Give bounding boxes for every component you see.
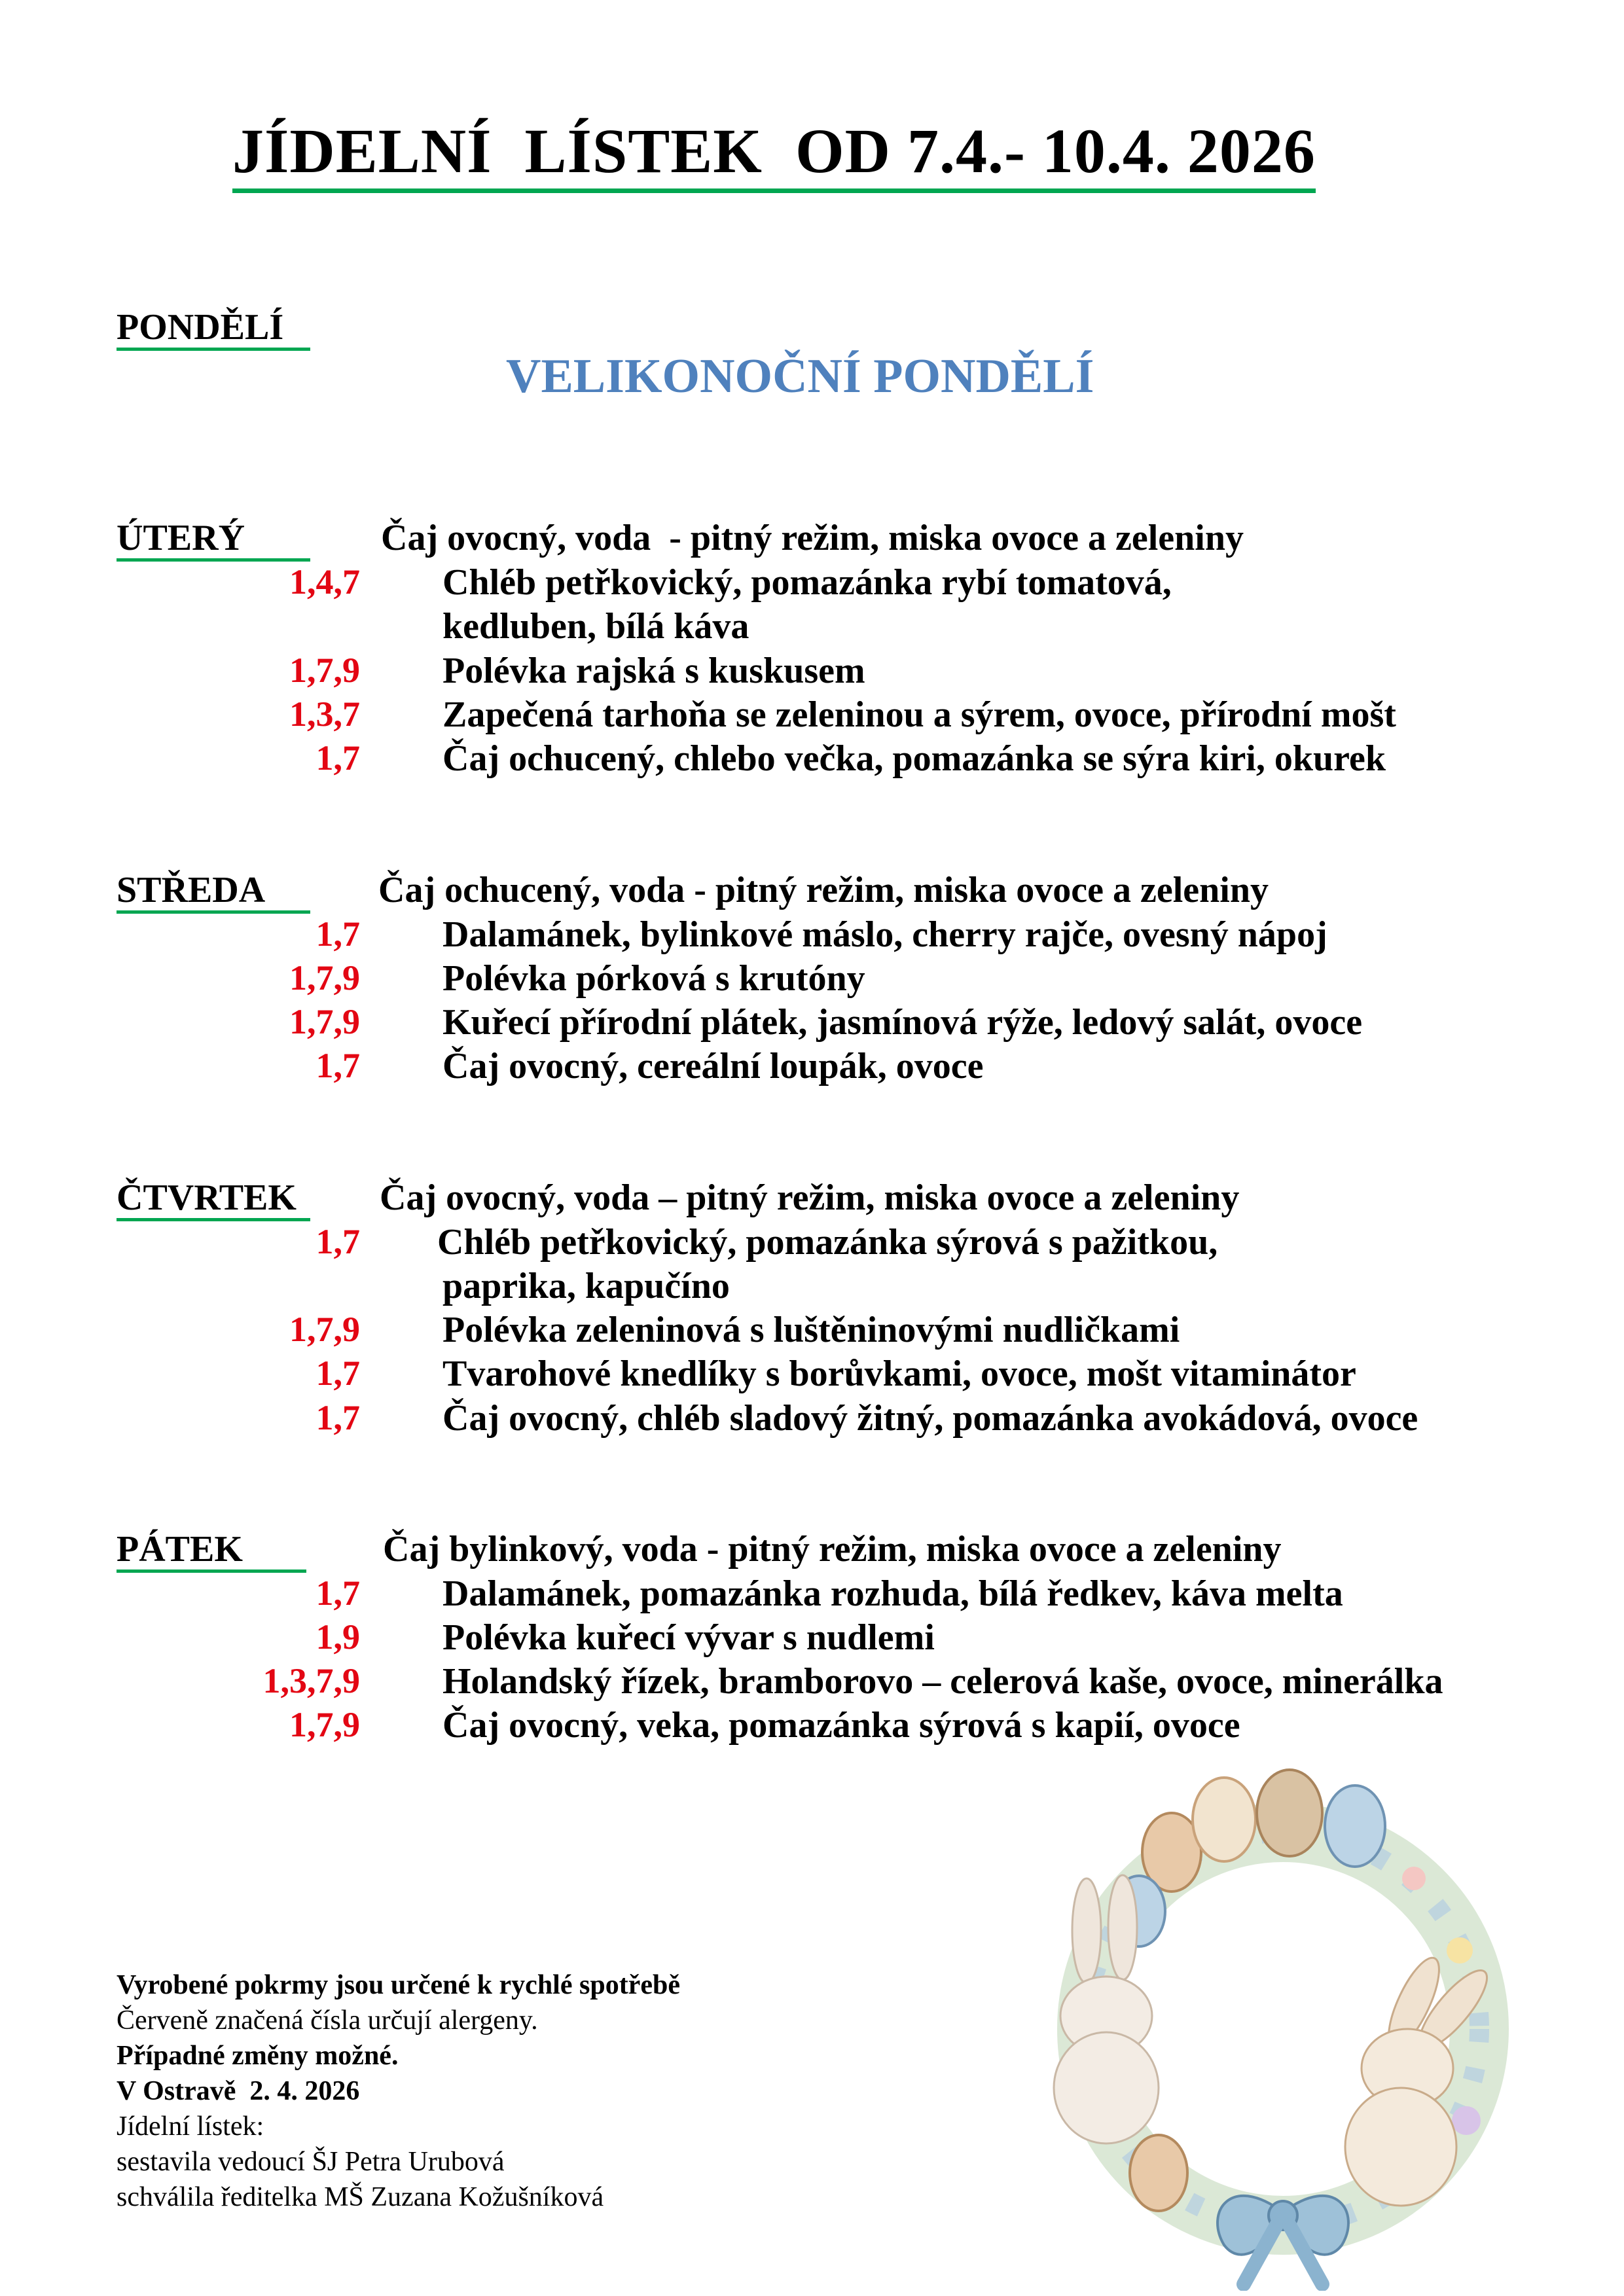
menu-row	[0, 1618, 1506, 1662]
meal-text: Čaj ovocný, veka, pomazánka sýrová s kapií, ovoce	[442, 1705, 1240, 1746]
egg-icon	[1193, 1778, 1255, 1861]
egg-icon	[1325, 1785, 1385, 1867]
meal-text: Polévka rajská s kuskusem	[442, 651, 865, 691]
footer-line: schválila ředitelka MŠ Zuzana Kožušníková	[117, 2182, 604, 2212]
meal-text: kedluben, bílá káva	[442, 606, 749, 647]
day-underline	[117, 1570, 306, 1573]
footer-line: sestavila vedoucí ŠJ Petra Urubová	[117, 2147, 505, 2177]
footer-line: Vyrobené pokrmy jsou určené k rychlé spotřebě	[117, 1970, 680, 2000]
meal-text: Chléb petřkovický, pomazánka sýrová s pažitkou,	[437, 1222, 1218, 1263]
day-underline	[117, 1218, 310, 1221]
day-underline	[117, 558, 310, 562]
meal-text: paprika, kapučíno	[442, 1266, 730, 1306]
day-label-monday: PONDĚLÍ	[117, 307, 284, 348]
menu-row	[0, 959, 1506, 1003]
day-underline	[117, 910, 310, 914]
meal-text: Polévka zeleninová s luštěninovými nudličkami	[442, 1310, 1180, 1350]
menu-row	[0, 563, 1506, 607]
footer-line: Jídelní lístek:	[117, 2111, 264, 2142]
allergen-codes: 1,7	[316, 1573, 360, 1613]
menu-row	[0, 1574, 1506, 1618]
meal-text: Tvarohové knedlíky s borůvkami, ovoce, mošt vitaminátor	[442, 1354, 1356, 1394]
menu-row	[0, 1399, 1506, 1443]
flower-icon	[1452, 2106, 1481, 2135]
allergen-codes: 1,3,7,9	[262, 1661, 360, 1700]
allergen-codes: 1,7,9	[289, 1002, 360, 1041]
day-label-tuesday: ÚTERÝ	[117, 518, 245, 558]
menu-row	[0, 739, 1506, 783]
drink-line: Čaj ochucený, voda - pitný režim, miska ovoce a zeleniny	[378, 870, 1269, 910]
meal-text: Dalamánek, bylinkové máslo, cherry rajče, ovesný nápoj	[442, 914, 1327, 955]
easter-wreath-illustration	[1008, 1754, 1558, 2291]
holiday-notice: VELIKONOČNÍ PONDĚLÍ	[506, 350, 1094, 403]
menu-row	[0, 607, 1506, 651]
allergen-codes: 1,7	[316, 914, 360, 954]
allergen-codes: 1,9	[316, 1617, 360, 1657]
meal-text: Chléb petřkovický, pomazánka rybí tomatová,	[442, 562, 1172, 603]
day-label-wednesday: STŘEDA	[117, 870, 266, 910]
meal-text: Kuřecí přírodní plátek, jasmínová rýže, ledový salát, ovoce	[442, 1002, 1363, 1043]
meal-text: Čaj ovocný, cereální loupák, ovoce	[442, 1046, 984, 1086]
drink-line: Čaj ovocný, voda – pitný režim, miska ovoce a zeleniny	[380, 1177, 1240, 1218]
allergen-codes: 1,7,9	[289, 1705, 360, 1744]
footer-line: Červeně značená čísla určují alergeny.	[117, 2005, 538, 2036]
day-label-friday: PÁTEK	[117, 1529, 243, 1570]
allergen-codes: 1,7	[316, 1398, 360, 1437]
drink-line: Čaj bylinkový, voda - pitný režim, miska ovoce a zeleniny	[383, 1529, 1282, 1570]
menu-row	[0, 1223, 1506, 1266]
allergen-codes: 1,7	[316, 1354, 360, 1393]
day-underline	[117, 348, 310, 351]
menu-row	[0, 915, 1506, 959]
allergen-codes: 1,7	[316, 738, 360, 778]
meal-text: Polévka kuřecí vývar s nudlemi	[442, 1617, 935, 1658]
allergen-codes: 1,7	[316, 1222, 360, 1261]
menu-row	[0, 1266, 1506, 1310]
meal-text: Zapečená tarhoňa se zeleninou a sýrem, ovoce, přírodní mošt	[442, 694, 1396, 735]
menu-row	[0, 1706, 1506, 1749]
meal-text: Čaj ovocný, chléb sladový žitný, pomazánka avokádová, ovoce	[442, 1398, 1418, 1439]
flower-icon	[1402, 1867, 1426, 1890]
meal-text: Holandský řízek, bramborovo – celerová kaše, ovoce, minerálka	[442, 1661, 1443, 1702]
allergen-codes: 1,3,7	[289, 694, 360, 734]
drink-line: Čaj ovocný, voda - pitný režim, miska ovoce a zeleniny	[381, 518, 1244, 558]
day-label-thursday: ČTVRTEK	[117, 1177, 297, 1218]
meal-text: Dalamánek, pomazánka rozhuda, bílá ředkev, káva melta	[442, 1573, 1343, 1614]
allergen-codes: 1,7	[316, 1046, 360, 1085]
flower-icon	[1447, 1937, 1473, 1964]
footer-line: Případné změny možné.	[117, 2041, 399, 2071]
allergen-codes: 1,7,9	[289, 1310, 360, 1349]
page-title: JÍDELNÍ LÍSTEK OD 7.4.- 10.4. 2026	[232, 117, 1316, 193]
footer-line: V Ostravě 2. 4. 2026	[117, 2076, 360, 2106]
meal-text: Čaj ochucený, chlebo večka, pomazánka se sýra kiri, okurek	[442, 738, 1386, 779]
allergen-codes: 1,7,9	[289, 958, 360, 997]
allergen-codes: 1,4,7	[289, 562, 360, 601]
menu-row	[0, 1003, 1506, 1047]
meal-text: Polévka pórková s krutóny	[442, 958, 865, 999]
menu-row	[0, 1310, 1506, 1354]
menu-row	[0, 1047, 1506, 1090]
menu-row	[0, 1662, 1506, 1706]
menu-row	[0, 651, 1506, 695]
allergen-codes: 1,7,9	[289, 651, 360, 690]
menu-row	[0, 1354, 1506, 1398]
menu-row	[0, 695, 1506, 739]
egg-icon	[1257, 1770, 1322, 1856]
footer-notes	[117, 1967, 680, 2215]
egg-icon	[1130, 2135, 1187, 2211]
